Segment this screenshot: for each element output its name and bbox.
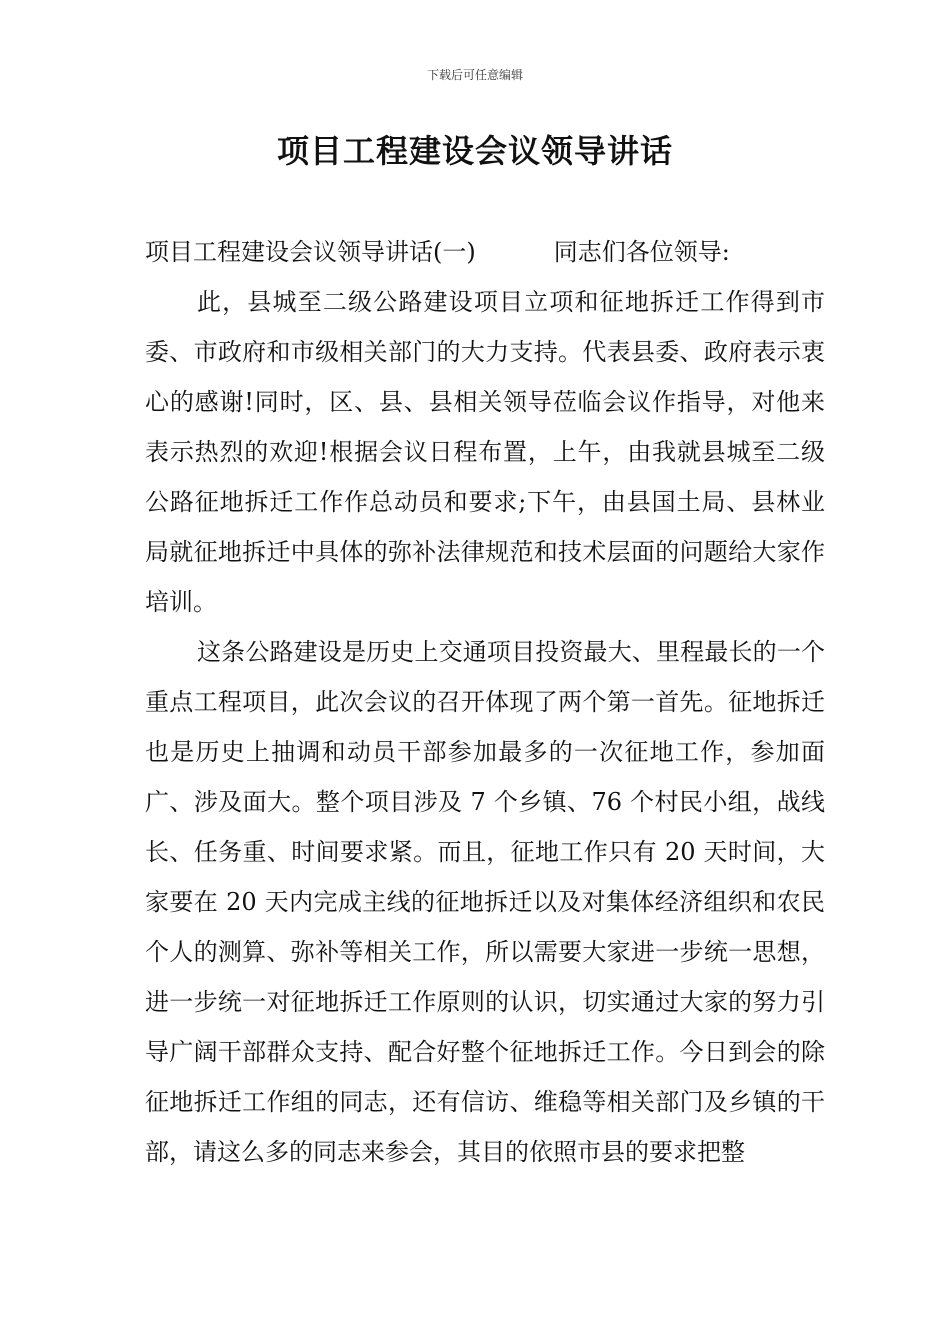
document-title: 项目工程建设会议领导讲话 <box>276 132 673 170</box>
intro-line <box>145 227 825 277</box>
paragraph-2: 这条公路建设是历史上交通项目投资最大、里程最长的一个重点工程项目，此次会议的召开体现了两个第一首先。征地拆迁也是历史上抽调和动员干部参加最多的一次征地工作，参加面广、涉及面大。整个项目涉及 7 个乡镇、76 个村民小组，战线长、任务重、时间要求紧。而且，征地工作只有 20 天时间，大家要在 20 天内完成主线的征地拆迁以及对集体经济组织和农民个人的测算、弥补等相关工作，所以需要大家进一步统一思想，进一步统一对征地拆迁工作原则的认识，切实通过大家的努力引导广阔干部群众支持、配合好整个征地拆迁工作。今日到会的除征地拆迁工作组的同志，还有信访、维稳等相关部门及乡镇的干部，请这么多的同志来参会，其目的依照市县的要求把整 <box>145 638 825 1166</box>
intro-gap <box>476 227 554 277</box>
document-body <box>145 227 825 1177</box>
paragraph-1: 此，县城至二级公路建设项目立项和征地拆迁工作得到市委、市政府和市级相关部门的大力支持。代表县委、政府表示衷心的感谢!同时，区、县、县相关领导莅临会议作指导，对他来表示热烈的欢迎!根据会议日程布置，上午，由我就县城至二级公路征地拆迁工作作总动员和要求;下午，由县国土局、县林业局就征地拆迁中具体的弥补法律规范和技术层面的问题给大家作培训。 <box>145 288 825 616</box>
header-note: 下载后可任意编辑 <box>426 68 523 82</box>
salutation: 同志们各位领导: <box>553 238 730 266</box>
speech-subtitle: 项目工程建设会议领导讲话(一) <box>145 238 476 266</box>
